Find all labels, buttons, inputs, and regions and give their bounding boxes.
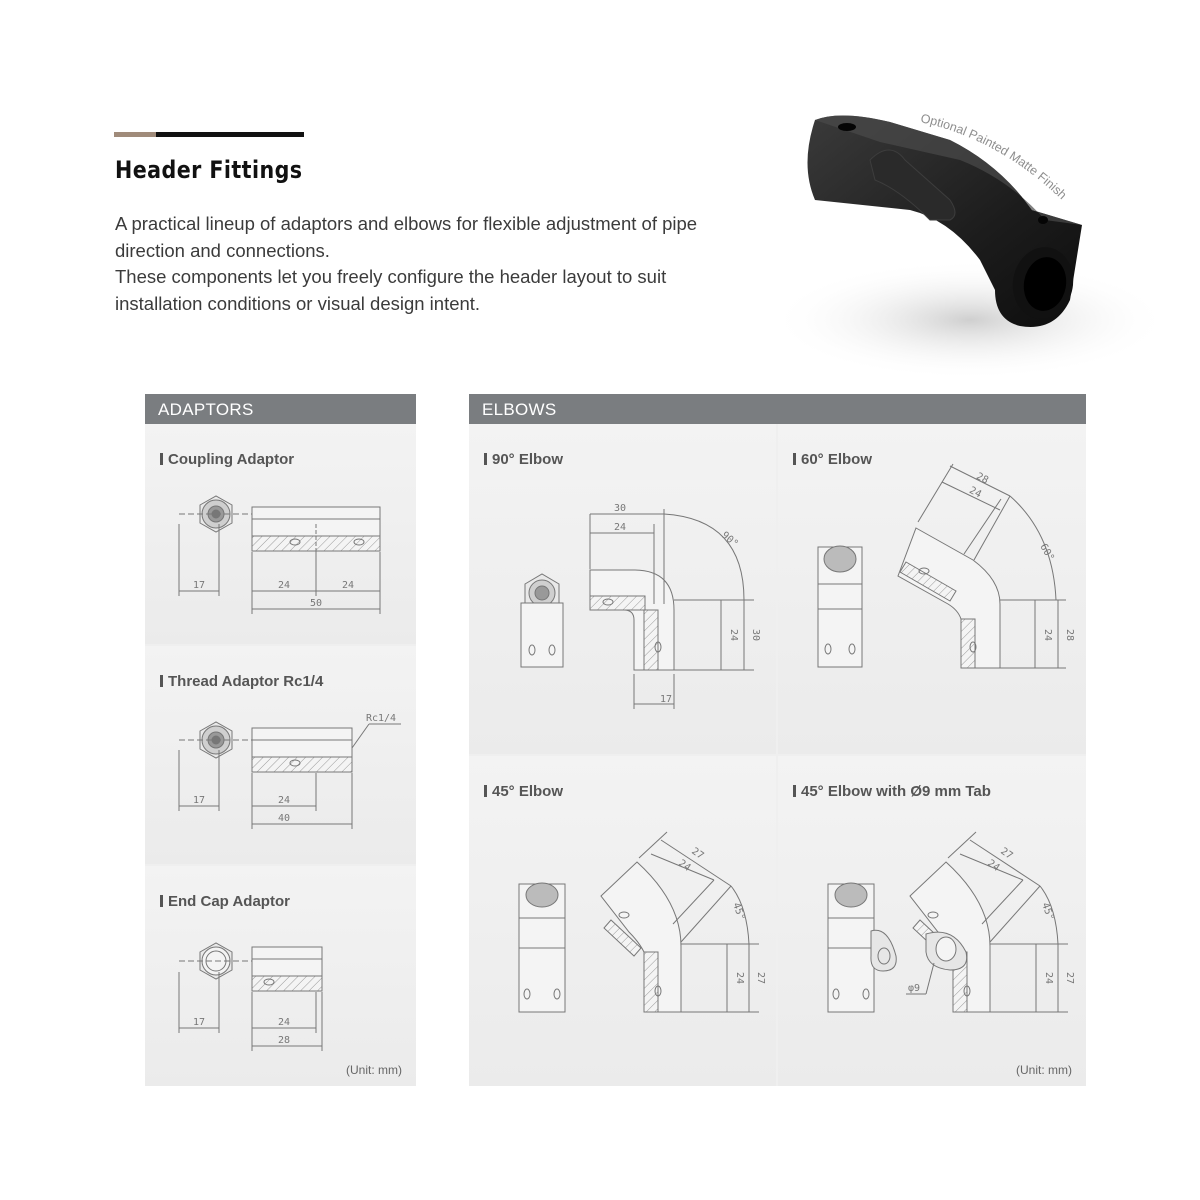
dim-angle-90: 90°: [719, 529, 740, 550]
dim-24: 24: [277, 1017, 291, 1028]
dim-24-top: 24: [676, 857, 693, 874]
adaptors-unit-note: (Unit: mm): [346, 1063, 402, 1077]
dim-28-top: 28: [974, 471, 991, 487]
adaptors-heading: ADAPTORS: [145, 394, 416, 424]
dim-30-side: 30: [750, 628, 761, 642]
elbows-panel: [469, 394, 1086, 1086]
thread-adaptor-card: [145, 646, 416, 864]
dim-24-side: 24: [728, 628, 739, 642]
elbow-45-tab-card: [778, 756, 1086, 1086]
thread-adaptor-drawing: [145, 646, 416, 864]
accent-bar-tan: [114, 132, 156, 137]
dim-24: 24: [277, 795, 291, 806]
elbow-45-title: 45° Elbow: [484, 783, 563, 800]
elbow-45-tab-title: 45° Elbow with Ø9 mm Tab: [793, 783, 991, 800]
dim-24-side: 24: [1043, 971, 1054, 985]
elbow-60-title: 60° Elbow: [793, 451, 872, 468]
dim-30-top: 30: [613, 503, 627, 514]
dim-17: 17: [192, 1017, 206, 1028]
page-title: Header Fittings: [115, 156, 303, 184]
elbows-unit-note: (Unit: mm): [1016, 1063, 1072, 1077]
dim-24-top: 24: [967, 485, 984, 501]
end-cap-adaptor-drawing: [145, 866, 416, 1086]
accent-bar: [114, 132, 304, 137]
dim-27-top: 27: [689, 845, 706, 862]
dim-angle-60: 60°: [1037, 542, 1056, 564]
description-line-1: A practical lineup of adaptors and elbows for flexible adjustment of pipe direction and connections.: [115, 213, 698, 261]
dim-24-a: 24: [277, 580, 291, 591]
elbow-45-tab-drawing: [778, 756, 1086, 1086]
elbow-60-card: [778, 424, 1086, 754]
elbow-45-drawing: [469, 756, 776, 1086]
dim-27-side: 27: [1064, 971, 1075, 985]
dim-27-side: 27: [755, 971, 766, 985]
dim-angle-45: 45°: [730, 901, 747, 922]
dim-24-top: 24: [613, 522, 627, 533]
coupling-adaptor-title: Coupling Adaptor: [160, 451, 294, 468]
adaptors-panel: [145, 394, 416, 1086]
elbow-45-card: [469, 756, 776, 1086]
description: [115, 211, 755, 317]
elbow-90-title: 90° Elbow: [484, 451, 563, 468]
dim-27-top: 27: [998, 845, 1015, 862]
dim-phi9: φ9: [907, 983, 921, 994]
dim-28-side: 28: [1064, 628, 1075, 642]
elbow-90-drawing: [469, 424, 776, 754]
dim-24-side: 24: [1042, 628, 1053, 642]
dim-17: 17: [192, 580, 206, 591]
description-line-2: These components let you freely configure the header layout to suit installation conditions or visual design intent.: [115, 266, 667, 314]
dim-24-top: 24: [985, 857, 1002, 874]
elbow-90-card: [469, 424, 776, 754]
dim-50: 50: [309, 598, 323, 609]
dim-17: 17: [192, 795, 206, 806]
dim-40: 40: [277, 813, 291, 824]
elbows-heading: ELBOWS: [469, 394, 1086, 424]
hero-caption: Optional Painted Matte Finish: [919, 111, 1070, 203]
dim-angle-45: 45°: [1039, 901, 1056, 922]
thread-adaptor-title: Thread Adaptor Rc1/4: [160, 673, 323, 690]
hero-elbow-image: [770, 70, 1170, 390]
elbow-60-drawing: [778, 424, 1086, 754]
end-cap-adaptor-title: End Cap Adaptor: [160, 893, 290, 910]
dim-28: 28: [277, 1035, 291, 1046]
dim-17-bottom: 17: [659, 694, 673, 705]
dim-rc14: Rc1/4: [365, 713, 397, 724]
dim-24-side: 24: [734, 971, 745, 985]
dim-24-b: 24: [341, 580, 355, 591]
end-cap-adaptor-card: [145, 866, 416, 1086]
coupling-adaptor-card: [145, 424, 416, 644]
coupling-adaptor-drawing: [145, 424, 416, 644]
